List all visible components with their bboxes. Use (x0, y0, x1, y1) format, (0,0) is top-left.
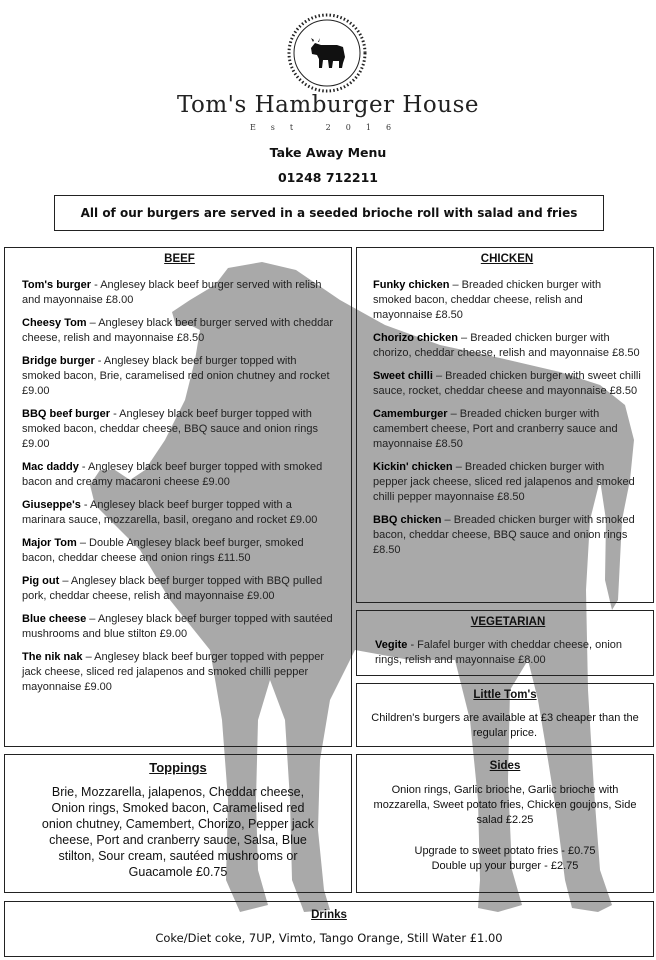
item-name: Sweet chilli (373, 370, 433, 382)
item-name: Tom's burger (22, 279, 92, 291)
item-name: Kickin' chicken (373, 461, 453, 473)
menu-item (373, 407, 641, 452)
sides-text: Onion rings, Garlic brioche, Garlic brioche with mozzarella, Sweet potato fries, Chicken goujons, Side salad £2.25 (373, 784, 637, 826)
item-name: Major Tom (22, 537, 77, 549)
item-name: BBQ beef burger (22, 408, 111, 420)
little-toms-text: Children's burgers are available at £3 cheaper than the regular price. (371, 712, 639, 739)
item-description: - Anglesey black beef burger topped with a marinara sauce, mozzarella, basil, oregano and rocket £9.00 (22, 499, 318, 526)
menu-item (22, 612, 337, 642)
beef-list (22, 278, 337, 695)
drinks-text: Coke/Diet coke, 7UP, Vimto, Tango Orange, Still Water £1.00 (155, 931, 503, 945)
item-name: Pig out (22, 575, 60, 587)
vegetarian-title: VEGETARIAN (470, 616, 546, 628)
menu-item (373, 331, 641, 361)
item-description: – Anglesey black beef burger topped with BBQ pulled pork, cheddar cheese, relish and mayonnaise £9.00 (22, 575, 323, 602)
menu-item (22, 498, 337, 528)
menu-item (373, 460, 641, 505)
menu-item (22, 407, 337, 452)
phone-number: 01248 712211 (277, 170, 379, 185)
chicken-list (373, 278, 641, 558)
menu-item (22, 536, 337, 566)
item-description: – Breaded chicken burger with smoked bacon, cheddar cheese, relish and mayonnaise £8.50 (373, 279, 602, 321)
menu-item (22, 574, 337, 604)
menu-item (373, 369, 641, 399)
item-description: – Breaded chicken burger with camembert cheese, Port and cranberry sauce and mayonnaise £8.50 (373, 408, 618, 450)
item-name: The nik nak (22, 651, 83, 663)
sides-upgrade-fries: Upgrade to sweet potato fries - £0.75 (414, 845, 596, 857)
item-description: – Anglesey black beef burger served with cheddar cheese, relish and mayonnaise £8.50 (22, 317, 334, 344)
item-description: – Anglesey black beef burger topped with sautéed mushrooms and blue stilton £9.00 (22, 613, 333, 640)
item-name: Camemburger (373, 408, 448, 420)
menu-item (373, 278, 641, 323)
item-name: Funky chicken (373, 279, 450, 291)
little-toms-section (356, 683, 654, 747)
sides-section (356, 754, 654, 893)
drinks-title: Drinks (311, 909, 347, 921)
item-name: Bridge burger (22, 355, 95, 367)
cow-logo-icon (287, 13, 367, 93)
menu-item (375, 638, 641, 668)
vegetarian-section (356, 610, 654, 676)
menu-item (22, 354, 337, 399)
chicken-section (356, 247, 654, 603)
item-name: Blue cheese (22, 613, 87, 625)
toppings-title: Toppings (149, 760, 207, 775)
beef-title: BEEF (164, 253, 195, 265)
item-description: - Anglesey black beef burger topped with smoked bacon, cheddar cheese, BBQ sauce and onion rings £9.00 (22, 408, 318, 450)
toppings-text: Brie, Mozzarella, jalapenos, Cheddar cheese, Onion rings, Smoked bacon, Caramelised red onion chutney, Camembert, Chorizo, Pepper jack cheese, Port and cranberry sauce, Salsa, Blue stilton, Sour cream, sautéed mushrooms or Guacamole £0.75 (41, 785, 315, 879)
menu-item (22, 316, 337, 346)
item-name: Mac daddy (22, 461, 79, 473)
sides-title: Sides (489, 760, 521, 772)
brand-title: Tom's Hamburger House (176, 92, 480, 118)
established-year: Est 2016 (249, 123, 407, 132)
item-name: Chorizo chicken (373, 332, 458, 344)
menu-item (373, 513, 641, 558)
item-description: - Anglesey black beef burger topped with smoked bacon and creamy macaroni cheese £9.00 (22, 461, 323, 488)
menu-item (22, 278, 337, 308)
drinks-section (4, 901, 654, 957)
item-description: - Anglesey black beef burger topped with smoked bacon, Brie, caramelised red onion chutney and rocket £9.00 (22, 355, 330, 397)
item-description: – Breaded chicken burger with sweet chilli sauce, rocket, cheddar cheese and mayonnaise £8.50 (373, 370, 641, 397)
toppings-section (4, 754, 352, 893)
item-name: Giuseppe's (22, 499, 81, 511)
item-name: Cheesy Tom (22, 317, 87, 329)
menu-subtitle: Take Away Menu (269, 145, 387, 160)
item-description: - Anglesey black beef burger served with relish and mayonnaise £8.00 (22, 279, 322, 306)
chicken-title: CHICKEN (480, 253, 534, 265)
menu-item (22, 650, 337, 695)
info-banner: All of our burgers are served in a seeded brioche roll with salad and fries (54, 195, 604, 231)
beef-section (4, 247, 352, 747)
little-toms-title: Little Tom's (473, 689, 537, 701)
item-description: - Falafel burger with cheddar cheese, onion rings, relish and mayonnaise £8.00 (375, 639, 623, 666)
item-description: – Anglesey black beef burger topped with pepper jack cheese, sliced red jalapenos and smoked chilli pepper mayonnaise £9.00 (22, 651, 325, 693)
item-name: BBQ chicken (373, 514, 442, 526)
sides-upgrade-burger: Double up your burger - £2.75 (431, 860, 579, 872)
menu-item (22, 460, 337, 490)
item-name: Vegite (375, 639, 408, 651)
item-description: – Double Anglesey black beef burger, smoked bacon, cheddar cheese and onion rings £11.50 (22, 537, 304, 564)
item-description: – Breaded chicken burger with smoked bacon, cheddar cheese, BBQ sauce and onion rings £8.50 (373, 514, 635, 556)
item-description: – Breaded chicken burger with chorizo, cheddar cheese, relish and mayonnaise £8.50 (373, 332, 640, 359)
item-description: – Breaded chicken burger with pepper jack cheese, sliced red jalapenos and smoked chilli pepper mayonnaise £8.50 (373, 461, 635, 503)
